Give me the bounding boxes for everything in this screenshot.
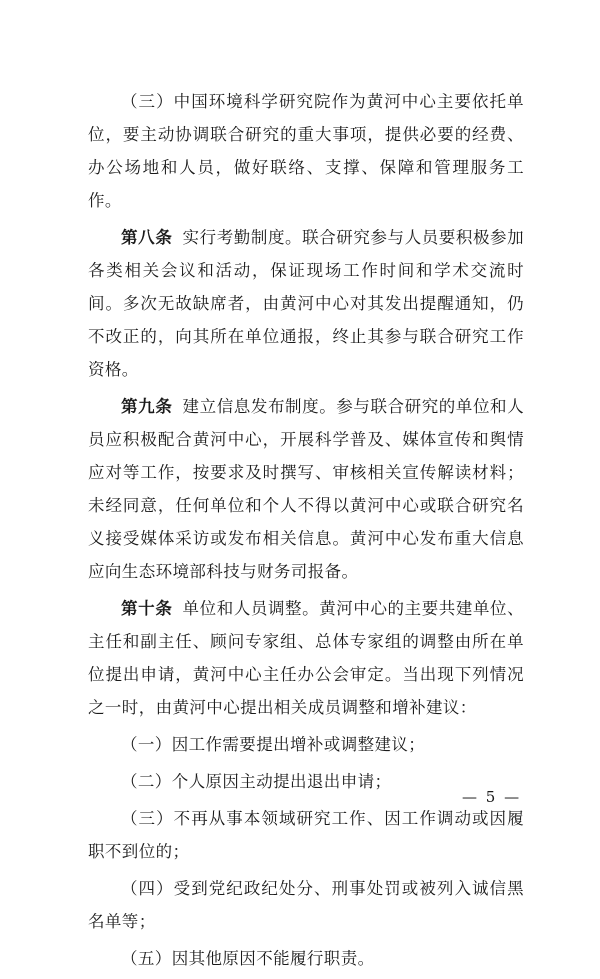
list-item-5-text: （五）因其他原因不能履行职责。	[121, 949, 375, 968]
list-item-2	[88, 765, 524, 798]
article-9-label: 第九条	[121, 397, 173, 416]
list-item-2-text: （二）个人原因主动提出退出申请；	[121, 772, 392, 791]
article-9-text: 建立信息发布制度。参与联合研究的单位和人员应积极配合黄河中心，开展科学普及、媒体宣传和舆情应对等工作，按要求及时撰写、审核相关宣传解读材料；未经同意，任何单位和个人不得以黄河中心或联合研究名义接受媒体采访或发布相关信息。黄河中心发布重大信息应向生态环境部科技与财务司报备。	[88, 397, 525, 581]
list-item-3-text: （三）不再从事本领域研究工作、因工作调动或因履职不到位的；	[88, 809, 524, 861]
article-10	[88, 592, 524, 724]
article-10-label: 第十条	[121, 599, 173, 618]
article-8	[88, 221, 524, 386]
page-number: — 5 —	[462, 788, 522, 806]
list-item-4-text: （四）受到党纪政纪处分、刑事处罚或被列入诚信黑名单等；	[88, 879, 524, 931]
list-item-5	[88, 942, 524, 975]
list-item-1-text: （一）因工作需要提出增补或调整建议；	[121, 735, 426, 754]
list-item-3	[88, 802, 524, 868]
paragraph-1	[88, 85, 524, 217]
list-item-1	[88, 728, 524, 761]
list-item-4	[88, 872, 524, 938]
document-body	[88, 85, 524, 979]
article-9	[88, 390, 524, 588]
article-8-label: 第八条	[121, 228, 173, 247]
paragraph-1-text: （三）中国环境科学研究院作为黄河中心主要依托单位，要主动协调联合研究的重大事项，提供必要的经费、办公场地和人员，做好联络、支撑、保障和管理服务工作。	[88, 92, 524, 210]
article-8-text: 实行考勤制度。联合研究参与人员要积极参加各类相关会议和活动，保证现场工作时间和学术交流时间。多次无故缺席者，由黄河中心对其发出提醒通知，仍不改正的，向其所在单位通报，终止其参与联合研究工作资格。	[88, 228, 525, 379]
article-10-text: 单位和人员调整。黄河中心的主要共建单位、主任和副主任、顾问专家组、总体专家组的调整由所在单位提出申请，黄河中心主任办公会审定。当出现下列情况之一时，由黄河中心提出相关成员调整和增补建议：	[88, 599, 525, 717]
